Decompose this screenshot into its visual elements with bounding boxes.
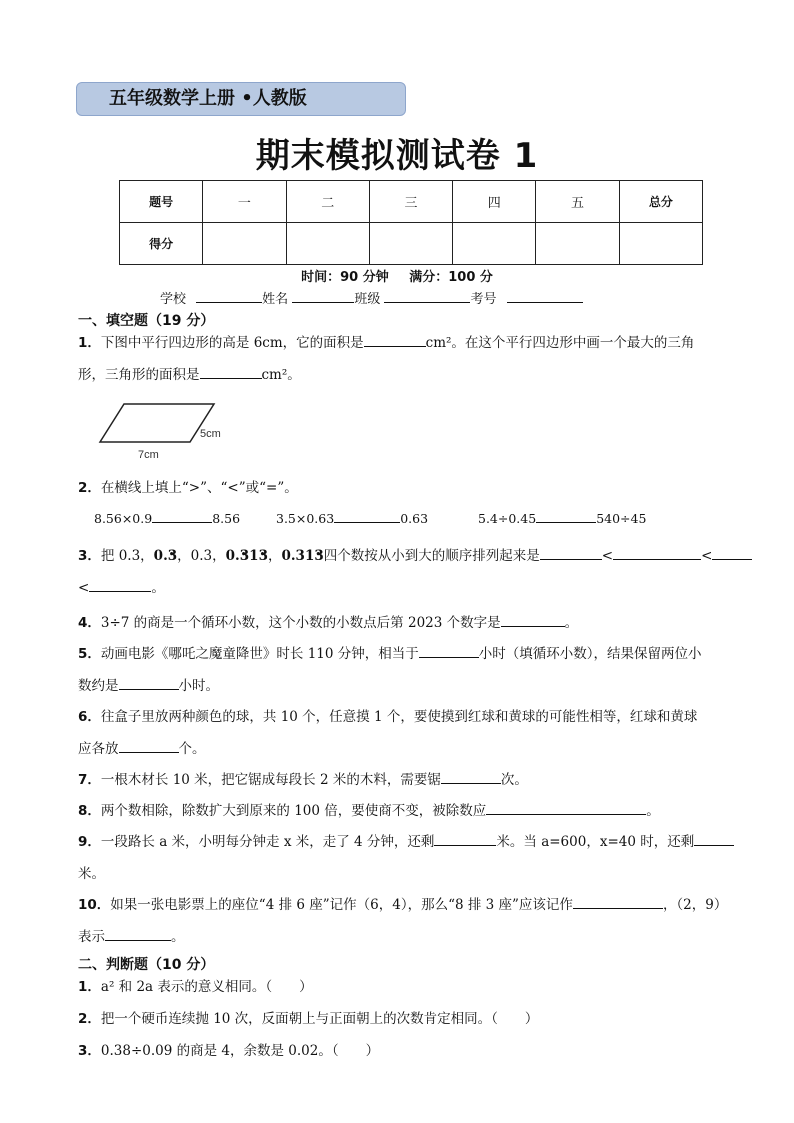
question-1-8 (78, 795, 748, 827)
q-text: 小时（填循环小数），结果保留两位小 (478, 646, 702, 662)
q-number: 9． (78, 834, 101, 850)
q-text: 如果一张电影票上的座位“4 排 6 座”记作（6，4），那么“8 排 3 座”应该记作 (110, 897, 573, 913)
q-text: 。 (171, 929, 185, 945)
answer-blank[interactable] (712, 547, 752, 560)
compare-left: 8.56×0.9 (94, 511, 153, 526)
score-table-score-row (120, 223, 703, 265)
q-text: 次。 (500, 772, 528, 788)
parallelogram-shape (100, 404, 214, 442)
section-2-title: 二、判断题（10 分） (78, 957, 215, 973)
q-number: 8． (78, 803, 101, 819)
q-number: 3． (78, 548, 101, 564)
question-1-5 (78, 638, 748, 702)
question-1-10 (78, 889, 748, 953)
less-than: < (78, 580, 90, 596)
answer-blank[interactable] (334, 510, 400, 523)
q-text: 两个数相除，除数扩大到原来的 100 倍，要使商不变，被除数应 (100, 803, 487, 819)
answer-blank[interactable] (501, 614, 565, 627)
question-2-2 (78, 1003, 748, 1035)
repeating-decimal: 0.• 31• 3 (226, 548, 268, 564)
answer-blank[interactable] (694, 833, 734, 846)
question-1-6 (78, 701, 748, 765)
question-1-2 (78, 472, 748, 504)
q-number: 4． (78, 615, 101, 631)
name-label: 姓名 (262, 292, 289, 307)
q-text: 表示 (78, 929, 105, 945)
answer-blank[interactable] (434, 833, 496, 846)
q-text: 米。 (78, 866, 105, 882)
exam-no-field[interactable] (507, 290, 583, 303)
question-1-1 (78, 327, 748, 391)
q-text: 小时。 (178, 678, 219, 694)
class-label: 班级 (354, 292, 381, 307)
q-text: ， (267, 548, 282, 564)
q-text[interactable]: a² 和 2a 表示的意义相同。（ ） (100, 979, 313, 995)
q-number: 5． (78, 646, 101, 662)
q-text: ，（2，9） (662, 897, 728, 913)
answer-blank[interactable] (419, 645, 479, 658)
q-text: 。 (151, 580, 165, 596)
q-number: 3． (78, 1043, 101, 1059)
score-input-3[interactable] (369, 223, 452, 265)
answer-blank[interactable] (441, 771, 501, 784)
q-text: 下图中平行四边形的高是 6cm，它的面积是 (100, 335, 364, 351)
q-number: 1． (78, 979, 101, 995)
score-table (119, 180, 703, 265)
compare-right: 0.63 (400, 511, 429, 526)
parallelogram-figure (90, 398, 240, 462)
q-text: 数约是 (78, 678, 119, 694)
q-text: 个。 (178, 741, 206, 757)
q-text: 。 (646, 803, 660, 819)
less-than: < (601, 548, 614, 564)
score-cell-total: 总分 (619, 181, 702, 223)
q-text[interactable]: 0.38÷0.09 的商是 4，余数是 0.02。（ ） (100, 1043, 380, 1059)
side-length-label: 5cm (200, 428, 221, 440)
score-input-total[interactable] (619, 223, 702, 265)
q-text: 米。当 a=600，x=40 时，还剩 (496, 834, 695, 850)
compare-item-3 (478, 510, 646, 526)
question-2-3 (78, 1035, 748, 1067)
repeating-decimal: 0.• 3 (154, 548, 178, 564)
q-text: 往盒子里放两种颜色的球，共 10 个，任意摸 1 个，要使摸到红球和黄球的可能性相等，红球和黄球 (100, 709, 698, 725)
q-text: 四个数按从小到大的顺序排列起来是 (323, 548, 540, 564)
score-row-label: 得分 (120, 223, 203, 265)
class-field[interactable] (384, 290, 470, 303)
score-cell-2: 二 (286, 181, 369, 223)
score-cell-label: 题号 (120, 181, 203, 223)
q-text: cm²。 (261, 367, 301, 383)
base-length-label: 7cm (138, 449, 159, 461)
q-text: 动画电影《哪吒之魔童降世》时长 110 分钟，相当于 (100, 646, 419, 662)
answer-blank[interactable] (540, 547, 602, 560)
q-number: 6． (78, 709, 101, 725)
score-cell-1: 一 (203, 181, 286, 223)
section-1-title: 一、填空题（19 分） (78, 313, 215, 329)
question-1-3 (78, 540, 748, 604)
q-text: 在横线上填上“>”、“<”或“=”。 (100, 480, 298, 496)
answer-blank[interactable] (119, 740, 179, 753)
student-info-line (160, 288, 583, 307)
score-input-5[interactable] (536, 223, 619, 265)
answer-blank[interactable] (486, 802, 646, 815)
less-than: < (701, 548, 713, 564)
page-title: 期末模拟测试卷 1 (255, 136, 539, 176)
q-number: 2． (78, 480, 101, 496)
score-input-1[interactable] (203, 223, 286, 265)
score-cell-3: 三 (369, 181, 452, 223)
compare-left: 5.4÷0.45 (478, 511, 537, 526)
score-input-4[interactable] (453, 223, 536, 265)
q-number: 1． (78, 335, 101, 351)
q-number: 2． (78, 1011, 101, 1027)
answer-blank[interactable] (89, 579, 151, 592)
exam-full-score: 满分：100 分 (409, 270, 493, 285)
exam-time-line (0, 266, 794, 285)
question-2-1 (78, 971, 748, 1003)
exam-time: 时间：90 分钟 (301, 270, 389, 285)
answer-blank[interactable] (364, 334, 426, 347)
answer-blank[interactable] (536, 510, 596, 523)
score-table-header-row (120, 181, 703, 223)
q-text: 。 (564, 615, 579, 631)
score-cell-5: 五 (536, 181, 619, 223)
q-text: 一段路长 a 米，小明每分钟走 x 米，走了 4 分钟，还剩 (100, 834, 435, 850)
compare-right: 540÷45 (596, 511, 647, 526)
answer-blank[interactable] (119, 677, 179, 690)
compare-item-1 (94, 510, 240, 526)
name-field[interactable] (292, 290, 354, 303)
q-text: 形，三角形的面积是 (78, 367, 200, 383)
q-text: 3÷7 的商是一个循环小数，这个小数的小数点后第 2023 个数字是 (100, 615, 501, 631)
answer-blank[interactable] (613, 547, 701, 560)
q-number: 10． (78, 897, 111, 913)
grade-badge: 五年级数学上册 •人教版 (76, 82, 406, 116)
q-text: 一根木材长 10 米，把它锯成每段长 2 米的木料，需要锯 (100, 772, 441, 788)
compare-item-2 (276, 510, 428, 526)
compare-left: 3.5×0.63 (276, 511, 335, 526)
answer-blank[interactable] (200, 366, 262, 379)
q-text: 应各放 (78, 741, 119, 757)
school-field[interactable] (196, 290, 262, 303)
q-number: 7． (78, 772, 101, 788)
question-1-9 (78, 826, 748, 890)
q-text: 把 0.3， (100, 548, 154, 564)
school-label: 学校 (160, 292, 187, 307)
question-1-7 (78, 764, 748, 796)
answer-blank[interactable] (105, 928, 171, 941)
q-text: ，0.3， (177, 548, 226, 564)
score-cell-4: 四 (453, 181, 536, 223)
exam-no-label: 考号 (470, 292, 497, 307)
answer-blank[interactable] (573, 896, 663, 909)
score-input-2[interactable] (286, 223, 369, 265)
compare-right: 8.56 (212, 511, 241, 526)
repeating-decimal: 0.31• 3 (281, 548, 323, 564)
question-1-4 (78, 607, 748, 639)
answer-blank[interactable] (152, 510, 212, 523)
q-text: cm²。在这个平行四边形中画一个最大的三角 (425, 335, 695, 351)
q-text[interactable]: 把一个硬币连续抛 10 次，反面朝上与正面朝上的次数肯定相同。（ ） (100, 1011, 539, 1027)
